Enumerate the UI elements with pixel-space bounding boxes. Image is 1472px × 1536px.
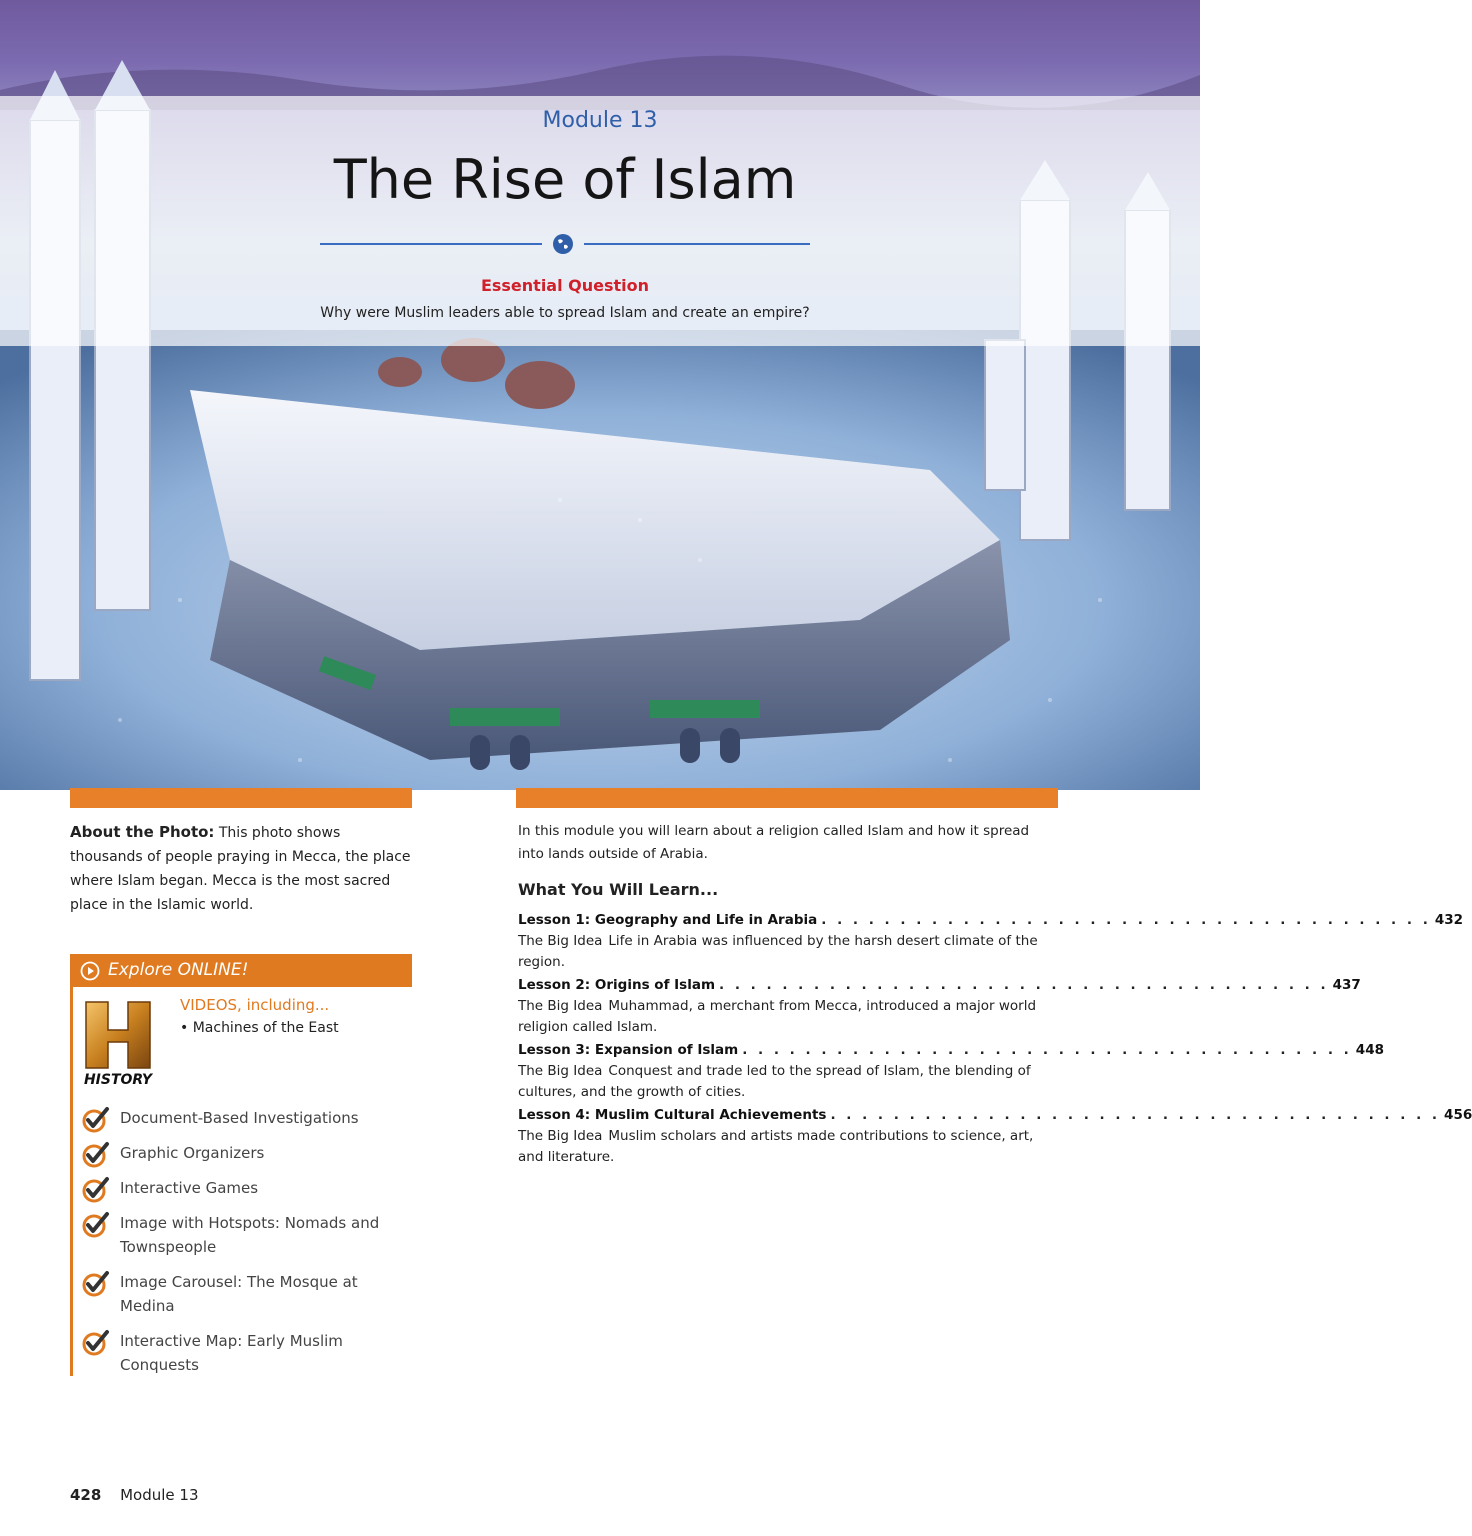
checkmark-icon [82, 1329, 110, 1357]
lesson-title[interactable]: Lesson 2: Origins of Islam [518, 977, 716, 993]
checkmark-icon [82, 1141, 110, 1169]
explore-online-title: Explore ONLINE! [108, 960, 249, 980]
essential-question-label: Essential Question [480, 276, 650, 295]
module-intro: In this module you will learn about a religion called Islam and how it spread into lands outside of Arabia. [518, 823, 1030, 862]
lesson-page: 456 [1444, 1107, 1472, 1123]
online-item-image-hotspots[interactable] [82, 1211, 412, 1259]
online-item-interactive-games[interactable] [82, 1176, 412, 1200]
big-idea-label: The Big Idea [518, 933, 603, 949]
online-item-document-based-investigations[interactable] [82, 1106, 412, 1130]
page-number: 428 [70, 1486, 102, 1504]
globe-icon [552, 233, 574, 255]
module-label: Module 13 [542, 108, 658, 133]
lesson-title[interactable]: Lesson 3: Expansion of Islam [518, 1042, 739, 1058]
checkmark-icon [82, 1106, 110, 1134]
lesson-page: 432 [1434, 912, 1464, 928]
title-rule-right [584, 243, 810, 245]
checkmark-icon [82, 1176, 110, 1204]
lesson-entry[interactable] [518, 975, 1361, 1038]
page-title: The Rise of Islam [333, 148, 797, 211]
video-item[interactable]: • Machines of the East [180, 1020, 339, 1036]
online-item-label: Interactive Games [120, 1179, 259, 1197]
online-item-image-carousel[interactable] [82, 1270, 412, 1318]
orange-bar-left [70, 788, 412, 808]
big-idea-text: Muhammad, a merchant from Mecca, introduced a major world religion called Islam. [518, 998, 1037, 1035]
online-item-label: Interactive Map: Early Muslim Conquests [120, 1332, 343, 1374]
title-rule-left [320, 243, 542, 245]
page-footer [70, 1486, 199, 1504]
about-photo-text: This photo shows thousands of people praying in Mecca, the place where Islam began. Mecca is the most sacred place in the Islamic world. [70, 825, 411, 913]
online-item-graphic-organizers[interactable] [82, 1141, 412, 1165]
online-item-label: Image Carousel: The Mosque at Medina [120, 1273, 358, 1315]
lesson-entry[interactable] [518, 910, 1464, 973]
play-icon [80, 961, 100, 981]
history-logo-text: HISTORY [83, 1072, 153, 1088]
big-idea-label: The Big Idea [518, 1063, 603, 1079]
lesson-list [518, 910, 1472, 1170]
leader-dots: . . . . . . . . . . . . . . . . . . . . . . . . . . . . . . . . . . . . . . . [719, 977, 1329, 993]
explore-online-header[interactable] [72, 954, 412, 987]
big-idea-label: The Big Idea [518, 998, 603, 1014]
online-item-interactive-map[interactable] [82, 1329, 412, 1377]
orange-bar-right [516, 788, 1058, 808]
lesson-page: 437 [1332, 977, 1361, 993]
lesson-entry[interactable] [518, 1040, 1384, 1103]
leader-dots: . . . . . . . . . . . . . . . . . . . . . . . . . . . . . . . . . . . . . . . [742, 1042, 1352, 1058]
online-item-label: Graphic Organizers [120, 1144, 265, 1162]
leader-dots: . . . . . . . . . . . . . . . . . . . . . . . . . . . . . . . . . . . . . . . [821, 912, 1431, 928]
big-idea-label: The Big Idea [518, 1128, 603, 1144]
lesson-title[interactable]: Lesson 4: Muslim Cultural Achievements [518, 1107, 827, 1123]
about-photo-label: About the Photo: [70, 823, 215, 841]
leader-dots: . . . . . . . . . . . . . . . . . . . . . . . . . . . . . . . . . . . . . . . [830, 1107, 1441, 1123]
big-idea-text: Muslim scholars and artists made contributions to science, art, and literature. [518, 1128, 1034, 1165]
online-resources-list [82, 1106, 412, 1388]
online-item-label: Image with Hotspots: Nomads and Townspeople [120, 1214, 380, 1256]
about-photo [70, 820, 415, 917]
videos-label[interactable]: VIDEOS, including... [180, 996, 330, 1014]
footer-module: Module 13 [120, 1486, 199, 1504]
big-idea-text: Life in Arabia was influenced by the harsh desert climate of the region. [518, 933, 1038, 970]
lesson-title[interactable]: Lesson 1: Geography and Life in Arabia [518, 912, 818, 928]
explore-rail [70, 954, 73, 1376]
history-logo [76, 996, 160, 1088]
checkmark-icon [82, 1270, 110, 1298]
lesson-page: 448 [1355, 1042, 1384, 1058]
what-you-will-learn-heading: What You Will Learn... [518, 880, 719, 899]
big-idea-text: Conquest and trade led to the spread of Islam, the blending of cultures, and the growth of cities. [518, 1063, 1031, 1100]
essential-question-text: Why were Muslim leaders able to spread Islam and create an empire? [320, 305, 810, 321]
checkmark-icon [82, 1211, 110, 1239]
lesson-entry[interactable] [518, 1105, 1472, 1168]
online-item-label: Document-Based Investigations [120, 1109, 359, 1127]
